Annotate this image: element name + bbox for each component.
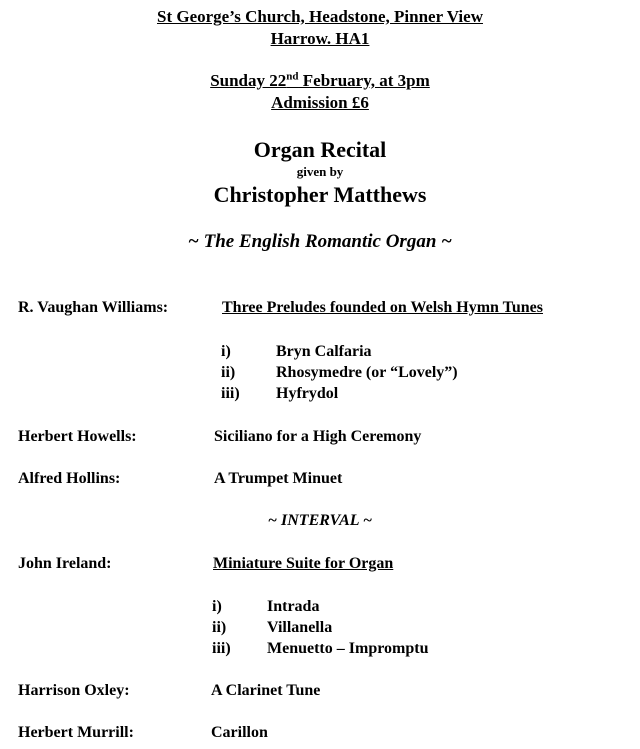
composer-hollins: Alfred Hollins: bbox=[18, 470, 121, 487]
performer-name: Christopher Matthews bbox=[213, 182, 427, 207]
composer-murrill: Herbert Murrill: bbox=[18, 724, 134, 741]
movement-name: Intrada bbox=[267, 598, 320, 615]
composer-ireland: John Ireland: bbox=[18, 555, 112, 572]
interval-marker: ~ INTERVAL ~ bbox=[267, 512, 373, 529]
given-by: given by bbox=[296, 164, 344, 179]
event-date bbox=[0, 71, 640, 91]
movement-number: i) bbox=[221, 343, 231, 360]
composer-howells: Herbert Howells: bbox=[18, 428, 137, 445]
recital-theme: ~ The English Romantic Organ ~ bbox=[188, 231, 452, 252]
admission-price: Admission £6 bbox=[271, 93, 369, 112]
work-siciliano: Siciliano for a High Ceremony bbox=[214, 428, 422, 445]
movement-name: Bryn Calfaria bbox=[276, 343, 372, 360]
movement-number: iii) bbox=[212, 640, 231, 657]
recital-title: Organ Recital bbox=[253, 137, 387, 162]
movement-name: Villanella bbox=[267, 619, 333, 636]
work-trumpet-minuet: A Trumpet Minuet bbox=[214, 470, 343, 487]
movement-name: Rhosymedre (or “Lovely”) bbox=[276, 364, 458, 381]
movement-name: Menuetto – Impromptu bbox=[267, 640, 429, 657]
movement-number: iii) bbox=[221, 385, 240, 402]
composer-vaughan-williams: R. Vaughan Williams: bbox=[18, 299, 169, 316]
movement-number: ii) bbox=[212, 619, 227, 636]
work-miniature-suite: Miniature Suite for Organ bbox=[213, 555, 394, 572]
work-clarinet-tune: A Clarinet Tune bbox=[211, 682, 321, 699]
movement-number: ii) bbox=[221, 364, 236, 381]
movement-number: i) bbox=[212, 598, 222, 615]
event-date-rest: February, at 3pm bbox=[298, 71, 430, 90]
work-three-preludes: Three Preludes founded on Welsh Hymn Tunes bbox=[222, 299, 543, 316]
venue-line-2: Harrow. HA1 bbox=[270, 29, 370, 48]
event-day-suffix: nd bbox=[286, 70, 299, 83]
work-carillon: Carillon bbox=[211, 724, 268, 741]
composer-oxley: Harrison Oxley: bbox=[18, 682, 130, 699]
movement-name: Hyfrydol bbox=[276, 385, 339, 402]
event-day: Sunday 22 bbox=[210, 71, 287, 90]
venue-line-1: St George’s Church, Headstone, Pinner View bbox=[157, 7, 483, 26]
